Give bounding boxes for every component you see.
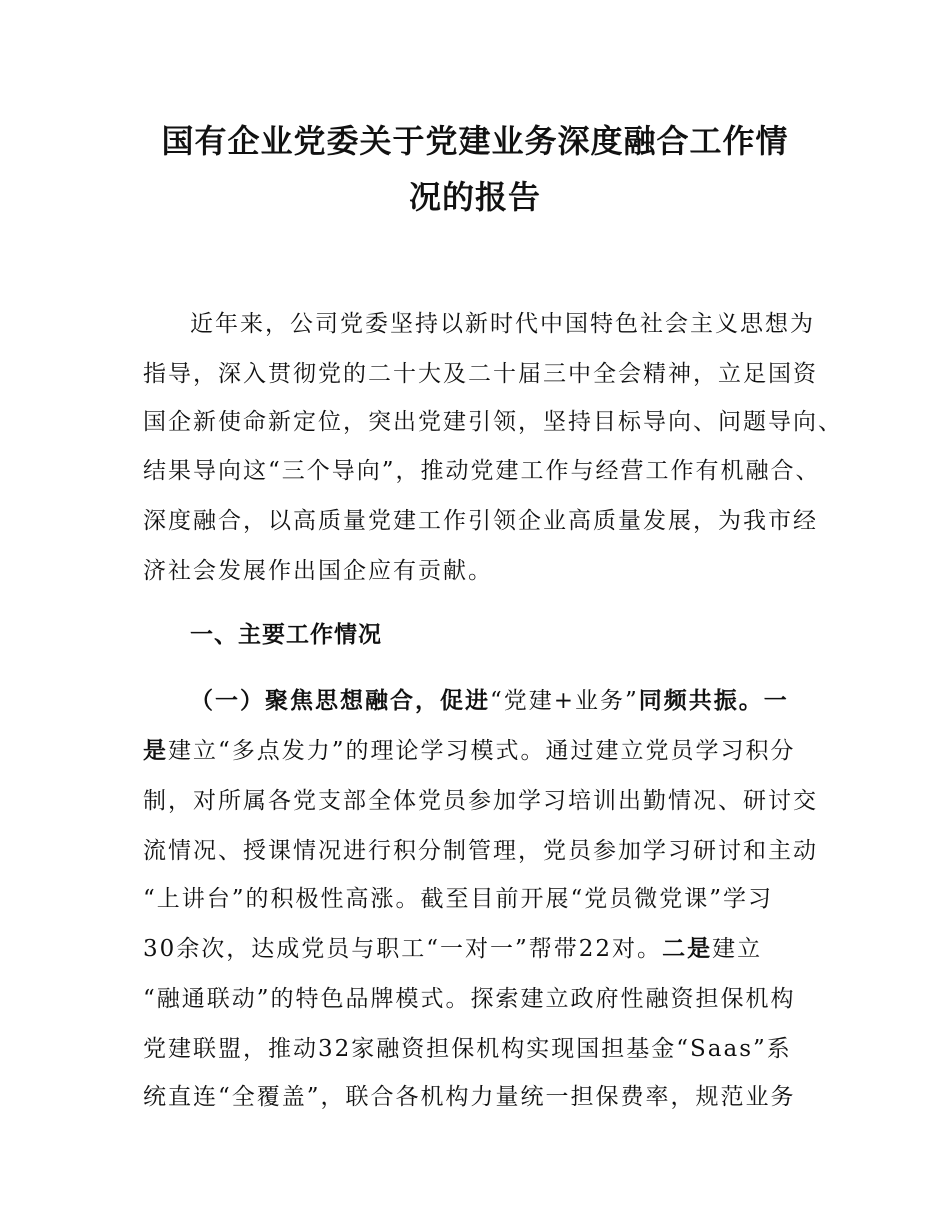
subsection-line: “上讲台”的积极性高涨。截至目前开展“党员微党课”学习 xyxy=(143,886,774,912)
document-title xyxy=(90,113,860,225)
subsection-line xyxy=(190,686,789,716)
intro-line: 国企新使命新定位，突出党建引领，坚持目标导向、问题导向、 xyxy=(143,409,843,435)
subsection-line: 统直连“全覆盖”，联合各机构力量统一担保费率，规范业务 xyxy=(143,1084,796,1110)
intro-line: 近年来，公司党委坚持以新时代中国特色社会主义思想为 xyxy=(190,311,815,337)
subsection-line: 流情况、授课情况进行积分制管理，党员参加学习研讨和主动 xyxy=(143,838,818,864)
subsection-line xyxy=(143,736,796,766)
bold-marker: 是 xyxy=(143,738,168,764)
subsection-heading-a: （一）聚焦思想融合，促进 xyxy=(190,688,490,714)
subsection-line: 党建联盟，推动32家融资担保机构实现国担基金“Saas”系 xyxy=(143,1036,792,1062)
line-text: 建立“多点发力”的理论学习模式。通过建立党员学习积分 xyxy=(168,738,796,764)
intro-line: 深度融合，以高质量党建工作引领企业高质量发展，为我市经 xyxy=(143,508,818,534)
line-text: 30余次，达成党员与职工“一对一”帮带22对。 xyxy=(143,936,663,962)
line-text: 建立 xyxy=(712,936,763,962)
title-line-2: 况的报告 xyxy=(408,178,541,216)
subsection-line: “融通联动”的特色品牌模式。探索建立政府性融资担保机构 xyxy=(143,986,796,1012)
title-line-1: 国有企业党委关于党建业务深度融合工作情 xyxy=(161,122,789,160)
subsection-line xyxy=(143,934,762,964)
subsection-line: 制，对所属各党支部全体党员参加学习培训出勤情况、研讨交 xyxy=(143,788,818,814)
section-heading: 一、主要工作情况 xyxy=(190,622,382,648)
bold-marker: 二是 xyxy=(662,936,713,962)
subsection-heading-b: 同频共振。一 xyxy=(638,688,789,714)
intro-line: 结果导向这“三个导向”，推动党建工作与经营工作有机融合、 xyxy=(143,458,821,484)
intro-line: 指导，深入贯彻党的二十大及二十届三中全会精神，立足国资 xyxy=(143,361,818,387)
intro-line: 济社会发展作出国企应有贡献。 xyxy=(143,558,493,584)
subsection-heading-quote: “党建+业务” xyxy=(490,688,639,714)
